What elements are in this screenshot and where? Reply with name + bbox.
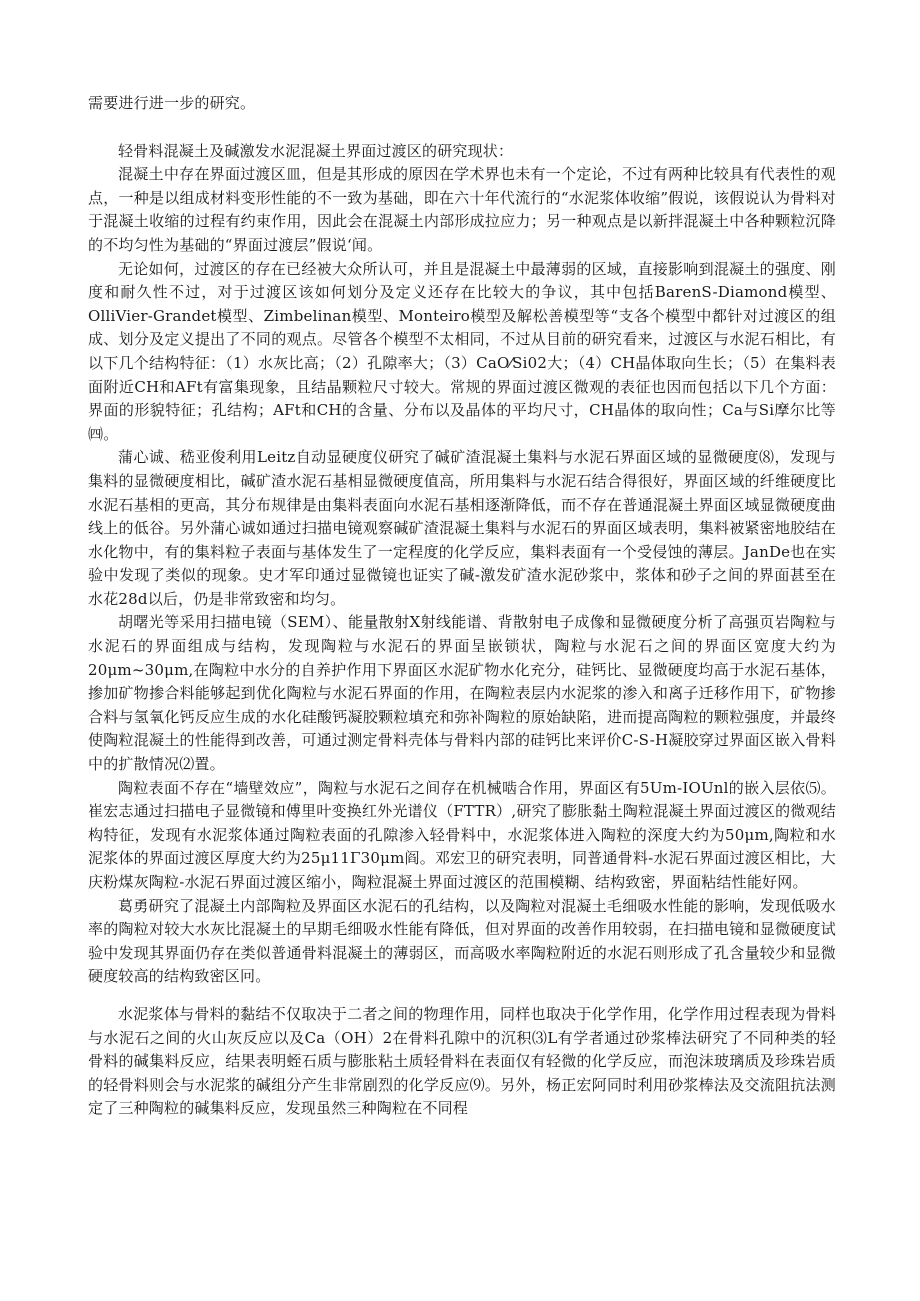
paragraph-shale-ceramsite-interface: 胡曙光等采用扫描电镜（SEM）、能量散射X射线能谱、背散射电子成像和显微硬度分析了高强页岩陶粒与水泥石的界面组成与结构，发现陶粒与水泥石的界面呈嵌锁状，陶粒与水泥石之间的界面区宽度大约为20μm~30μm,在陶粒中水分的自养护作用下界面区水泥矿物水化充分，硅钙比、显微硬度均高于水泥石基体，掺加矿物掺合料能够起到优化陶粒与水泥石界面的作用，在陶粒表层内水泥浆的渗入和离子迁移作用下，矿物掺合料与氢氧化钙反应生成的水化硅酸钙凝胶颗粒填充和弥补陶粒的原始缺陷，进而提高陶粒的颗粒强度，并最终使陶粒混凝土的性能得到改善，可通过测定骨料壳体与骨料内部的硅钙比来评价C-S-H凝胶穿过界面区嵌入骨料中的扩散情况⑵置。 — [88, 613, 836, 774]
section-heading-research-status: 轻骨料混凝土及碱激发水泥混凝土界面过渡区的研究现状： — [118, 141, 514, 160]
paragraph-ceramsite-pore-structure: 葛勇研究了混凝土内部陶粒及界面区水泥石的孔结构，以及陶粒对混凝土毛细吸水性能的影响，发现低吸水率的陶粒对较大水灰比混凝土的早期毛细吸水性能有降低，但对界面的改善作用较弱，在扫描电镜和显微硬度试验中发现其界面仍存在类似普通骨料混凝土的薄弱区，而高吸水率陶粒附近的水泥石则形成了孔含量较少和显微硬度较高的结构致密区冋。 — [88, 896, 836, 986]
paragraph-alkali-slag-microhardness: 蒲心诚、嵇亚俊利用Leitz自动显硬度仪研究了碱矿渣混凝土集料与水泥石界面区域的显微硬度⑻，发现与集料的显微硬度相比，碱矿渣水泥石基相显微硬度值高，所用集料与水泥石结合得很好，界面区域的纤维硬度比水泥石基相的更高，其分布规律是由集料表面向水泥石基相逐渐降低，而不存在普通混凝土界面区域显微硬度曲线上的低谷。另外蒲心诚如通过扫描电镜观察碱矿渣混凝土集料与水泥石的界面区域表明，集料被紧密地胶结在水化物中，有的集料粒子表面与基体发生了一定程度的化学反应，集料表面有一个受侵蚀的薄层。JanDe也在实验中发现了类似的现象。史才军印通过显微镜也证实了碱-激发矿渣水泥砂浆中，浆体和砂子之间的界面甚至在水花28d以后，仍是非常致密和均匀。 — [88, 448, 836, 608]
paragraph-transition-zone-hypotheses: 混凝土中存在界面过渡区皿，但是其形成的原因在学术界也未有一个定论，不过有两种比较具有代表性的观点，一种是以组成材料变形性能的不一致为基础，即在六十年代流行的“水泥浆体收缩”假说，该假说认为骨料对于混凝土收缩的过程有约束作用，因此会在混凝土内部形成拉应力；另一种观点是以新拌混凝土中各种颗粒沉降的不均匀性为基础的“界面过渡层”假说‘闻。 — [88, 165, 836, 254]
paragraph-alkali-aggregate-reaction: 水泥浆体与骨料的黏结不仅取决于二者之间的物理作用，同样也取决于化学作用，化学作用过程表现为骨料与水泥石之间的火山灰反应以及Ca（OH）2在骨料孔隙中的沉积⑶L有学者通过砂浆棒法研究了不同种类的轻骨料的碱集料反应，结果表明蛭石质与膨胀粘土质轻骨料在表面仅有轻微的化学反应，而泡沫玻璃质及珍珠岩质的轻骨料则会与水泥浆的碱组分产生非常剧烈的化学反应⑼。另外，杨正宏阿同时利用砂浆棒法及交流阻抗法测定了三种陶粒的碱集料反应，发现虽然三种陶粒在不同程 — [88, 1004, 836, 1118]
paragraph-transition-zone-models: 无论如何，过渡区的存在已经被大众所认可，并且是混凝土中最薄弱的区域，直接影响到混凝土的强度、刚度和耐久性不过，对于过渡区该如何划分及定义还存在比较大的争议，其中包括BarenS-Diamond模型、OlliVier-Grandet模型、Zimbelinan模型、Monteiro模型及解松善模型等“支各个模型中都针对过渡区的组成、划分及定义提出了不同的观点。尽管各个模型不太相同，不过从目前的研究看来，过渡区与水泥石相比，有以下几个结构特征：（1）水灰比高；（2）孔隙率大；（3）CaO⁄Si02大；（4）CH晶体取向生长；（5）在集料表面附近CH和AFt有富集现象，且结晶颗粒尺寸较大。常规的界面过渡区微观的表征也因而包括以下几个方面：界面的形貌特征；孔结构；AFt和CH的含量、分布以及晶体的平均尺寸，CH晶体的取向性；Ca与Si摩尔比等㈣。 — [88, 259, 836, 443]
paragraph-intro-continuation: 需要进行进一步的研究。 — [88, 94, 256, 112]
document-page — [88, 92, 836, 1121]
paragraph-ceramsite-wall-effect: 陶粒表面不存在“墙壁效应”，陶粒与水泥石之间存在机械啮合作用，界面区有5Um-IOUnl的嵌入层依⑸。崔宏志通过扫描电子显微镜和傅里叶变换红外光谱仪（FTTR）,研究了膨胀黏土陶粒混凝土界面过渡区的微观结构特征，发现有水泥浆体通过陶粒表面的孔隙渗入轻骨料中，水泥浆体进入陶粒的深度大约为50μm,陶粒和水泥浆体的界面过渡区厚度大约为25μ11Γ30μm阎。邓宏卫的研究表明，同普通骨料-水泥石界面过渡区相比，大庆粉煤灰陶粒-水泥石界面过渡区缩小，陶粒混凝土界面过渡区的范围模糊、结构致密，界面粘结性能好网。 — [88, 778, 836, 891]
